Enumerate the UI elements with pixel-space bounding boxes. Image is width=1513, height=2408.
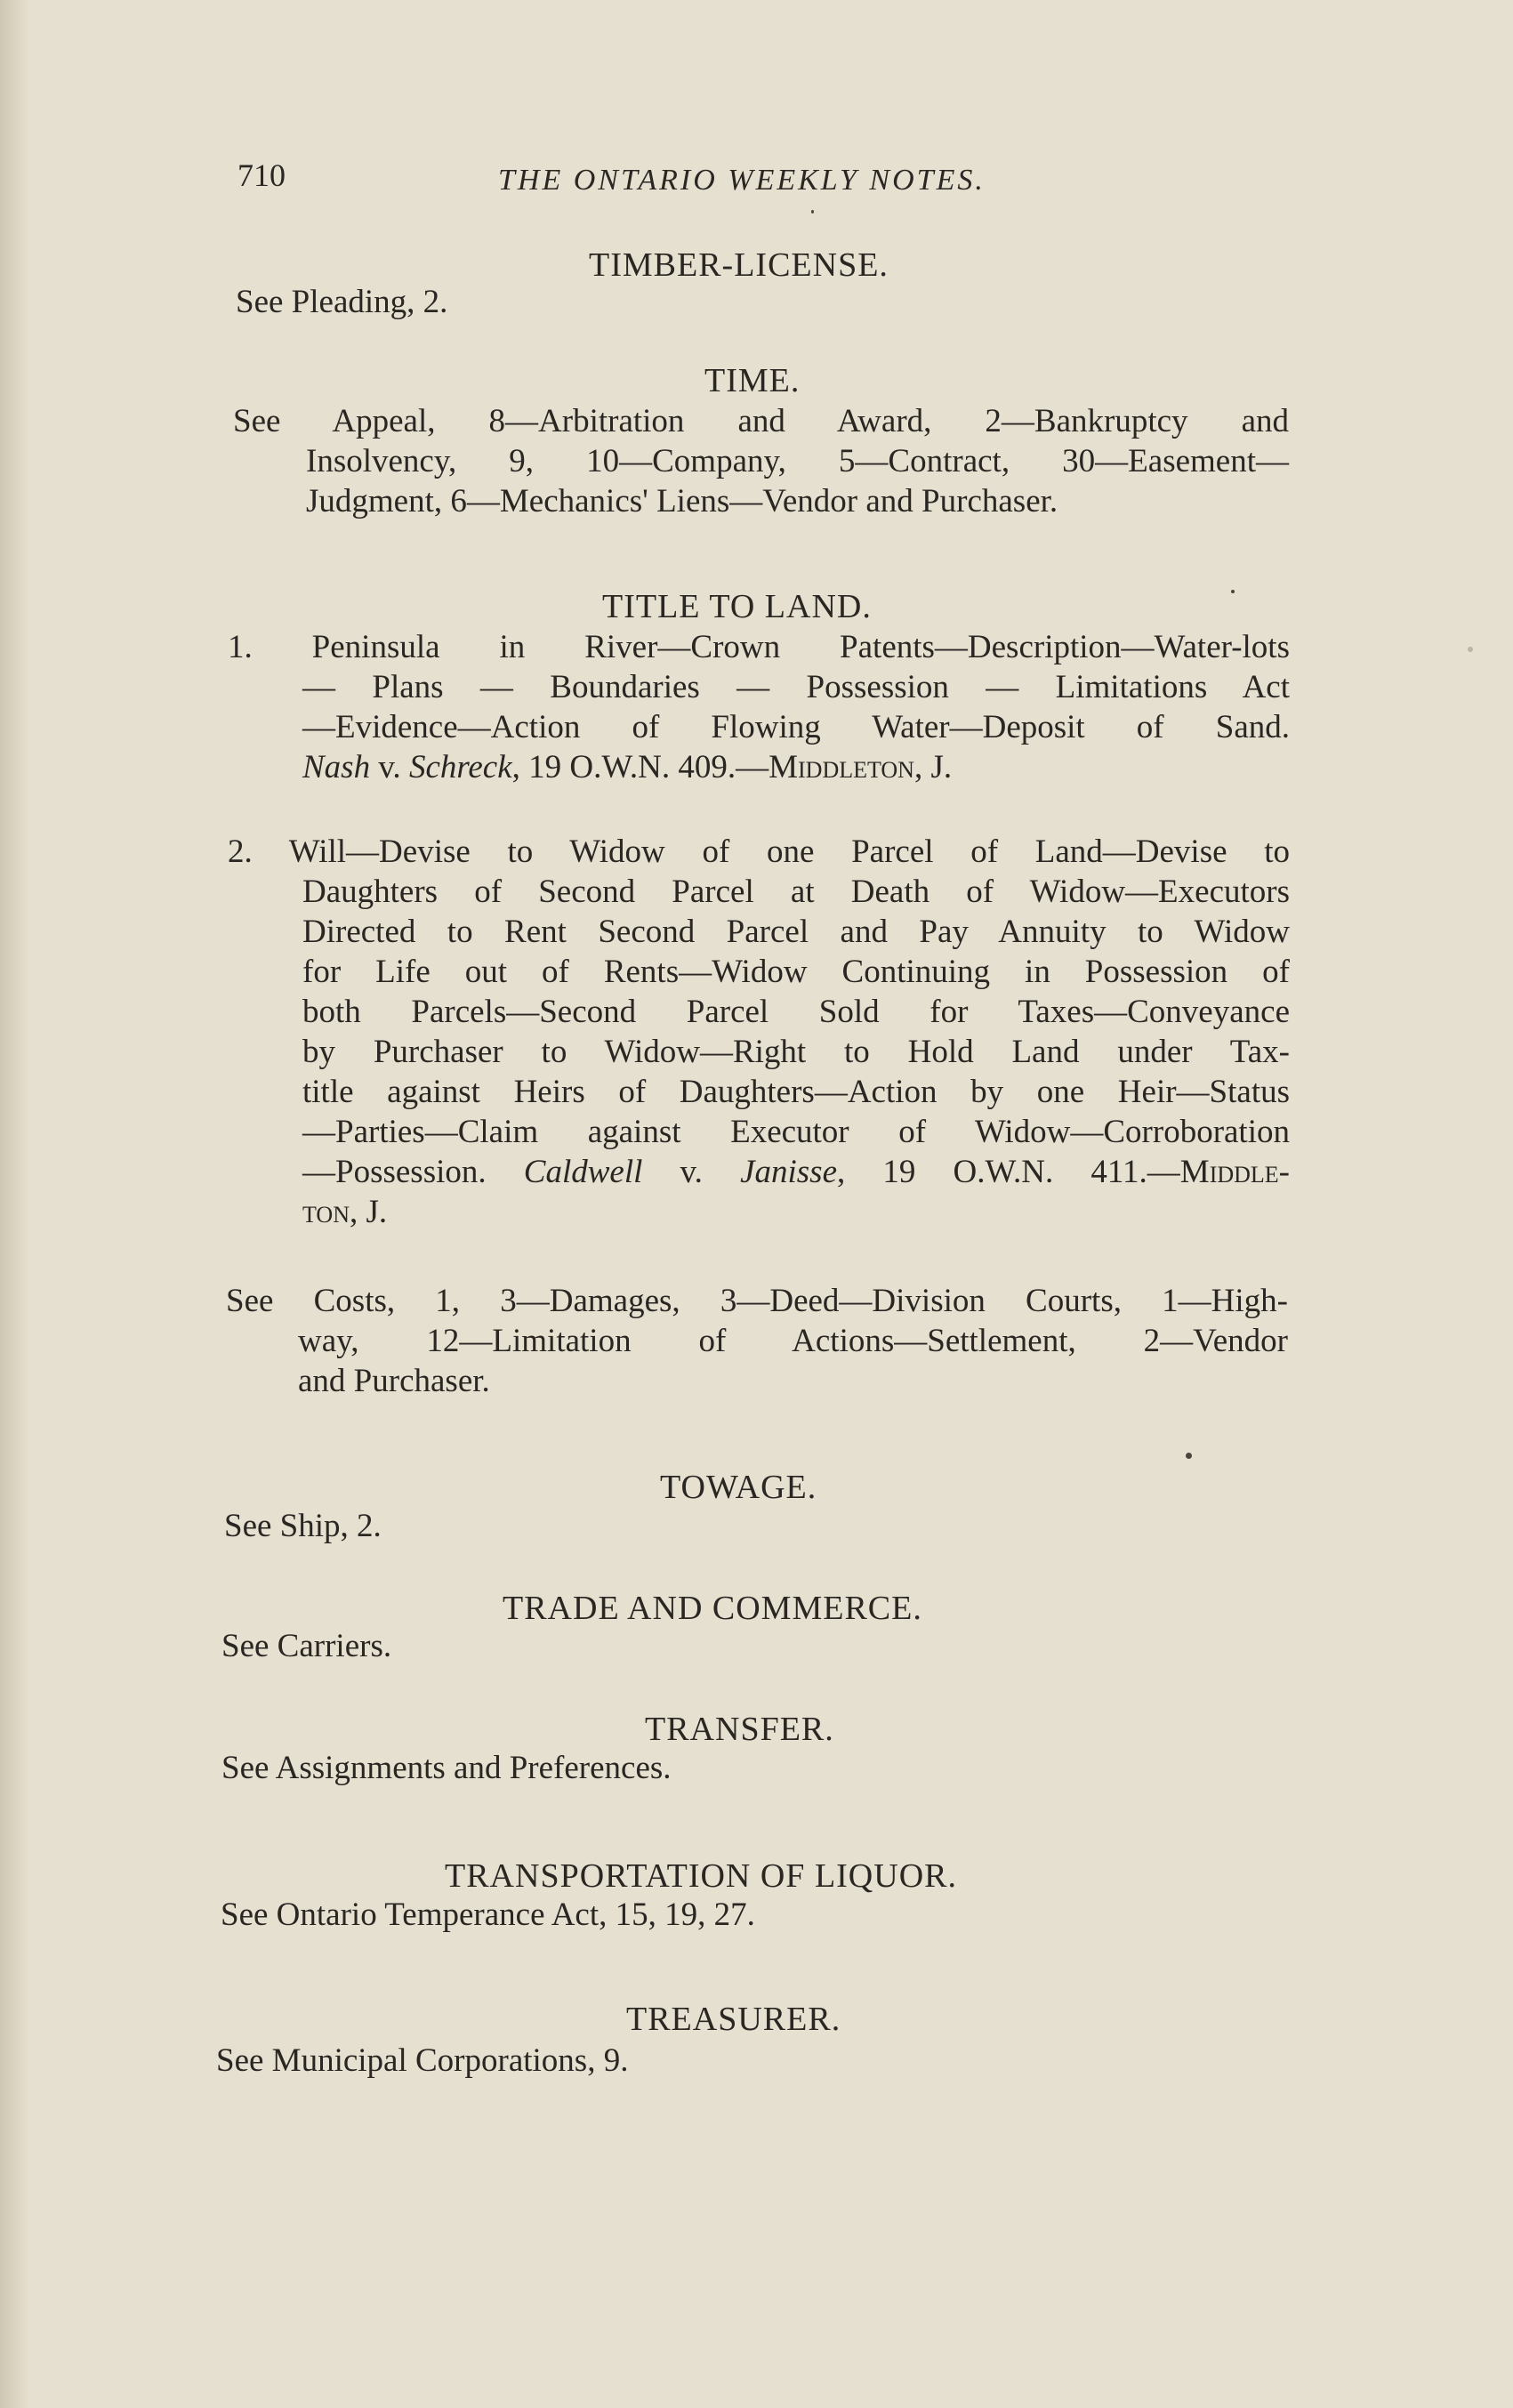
title-entry-2-line-6: by Purchaser to Widow—Right to Hold Land under Tax- [302, 1034, 1290, 1070]
title-see-line-1: See Costs, 1, 3—Damages, 3—Deed—Division Courts, 1—High- [226, 1283, 1288, 1319]
case-plaintiff: Caldwell [523, 1154, 643, 1190]
judge-name-part-1: Middle- [1179, 1154, 1290, 1190]
time-see-line-1: See Appeal, 8—Arbitration and Award, 2—Bankruptcy and [233, 403, 1289, 439]
see-reference-trade-and-commerce: See Carriers. [221, 1628, 392, 1664]
see-reference-treasurer: See Municipal Corporations, 9. [216, 2042, 629, 2079]
paper-speck [1468, 647, 1473, 652]
heading-timber-license: TIMBER-LICENSE. [589, 246, 889, 284]
running-title: THE ONTARIO WEEKLY NOTES. [498, 164, 986, 197]
judge-suffix: , J. [913, 749, 953, 785]
heading-transfer: TRANSFER. [645, 1711, 834, 1748]
case-versus: v. [370, 749, 409, 785]
heading-trade-and-commerce: TRADE AND COMMERCE. [503, 1590, 922, 1627]
case-defendant: Schreck [408, 749, 512, 785]
title-entry-2-line-8: —Parties—Claim against Executor of Widow—Corroboration [302, 1114, 1290, 1150]
title-entry-1-citation [302, 748, 952, 786]
heading-towage: TOWAGE. [660, 1469, 817, 1506]
case-plaintiff: Nash [302, 749, 371, 785]
title-see-line-2: way, 12—Limitation of Actions—Settlement, 2—Vendor [298, 1323, 1288, 1359]
title-entry-2-line-3: Directed to Rent Second Parcel and Pay Annuity to Widow [302, 914, 1290, 950]
title-entry-1-line-2: — Plans — Boundaries — Possession — Limitations Act [302, 669, 1290, 705]
page-number: 710 [237, 157, 286, 193]
heading-treasurer: TREASURER. [626, 2001, 841, 2038]
heading-time: TIME. [704, 362, 801, 399]
judge-name: Middleton [769, 749, 914, 785]
title-entry-2-line-2: Daughters of Second Parcel at Death of Widow—Executors [302, 874, 1290, 910]
paper-speck [811, 210, 814, 213]
heading-transportation-of-liquor: TRANSPORTATION OF LIQUOR. [445, 1857, 957, 1895]
title-entry-2-line-4: for Life out of Rents—Widow Continuing in Possession of [302, 954, 1290, 990]
see-reference-transportation-of-liquor: See Ontario Temperance Act, 15, 19, 27. [221, 1897, 755, 1933]
see-reference-transfer: See Assignments and Preferences. [221, 1750, 672, 1786]
time-see-line-2: Insolvency, 9, 10—Company, 5—Contract, 30—Easement— [306, 443, 1289, 479]
see-reference-timber-license: See Pleading, 2. [236, 284, 448, 320]
time-see-line-3: Judgment, 6—Mechanics' Liens—Vendor and Purchaser. [306, 483, 1058, 519]
paper-speck [1186, 1453, 1192, 1459]
title-entry-2-line-7: title against Heirs of Daughters—Action by one Heir—Status [302, 1074, 1290, 1110]
title-entry-2-line-5: both Parcels—Second Parcel Sold for Taxes—Conveyance [302, 994, 1290, 1030]
case-report: , 19 O.W.N. 409.— [511, 749, 769, 785]
paper-speck [1231, 590, 1235, 593]
title-entry-2-line-1: 2. Will—Devise to Widow of one Parcel of Land—Devise to [228, 834, 1290, 870]
title-entry-1-line-1: 1. Peninsula in River—Crown Patents—Description—Water-lots [228, 629, 1290, 665]
title-see-line-3: and Purchaser. [298, 1363, 490, 1399]
case-versus: v. [642, 1154, 741, 1190]
judge-name-part-2: ton [302, 1194, 350, 1230]
title-entry-1-line-3: —Evidence—Action of Flowing Water—Deposit of Sand. [302, 709, 1290, 745]
case-report: , 19 O.W.N. 411.— [837, 1154, 1180, 1190]
judge-suffix: , J. [349, 1194, 388, 1230]
see-reference-towage: See Ship, 2. [224, 1508, 382, 1544]
heading-title-to-land: TITLE TO LAND. [602, 588, 872, 625]
title-entry-2-judge [302, 1193, 387, 1231]
case-defendant: Janisse [740, 1154, 837, 1190]
citation-prefix: —Possession. [302, 1154, 524, 1190]
title-entry-2-citation [302, 1153, 1290, 1191]
